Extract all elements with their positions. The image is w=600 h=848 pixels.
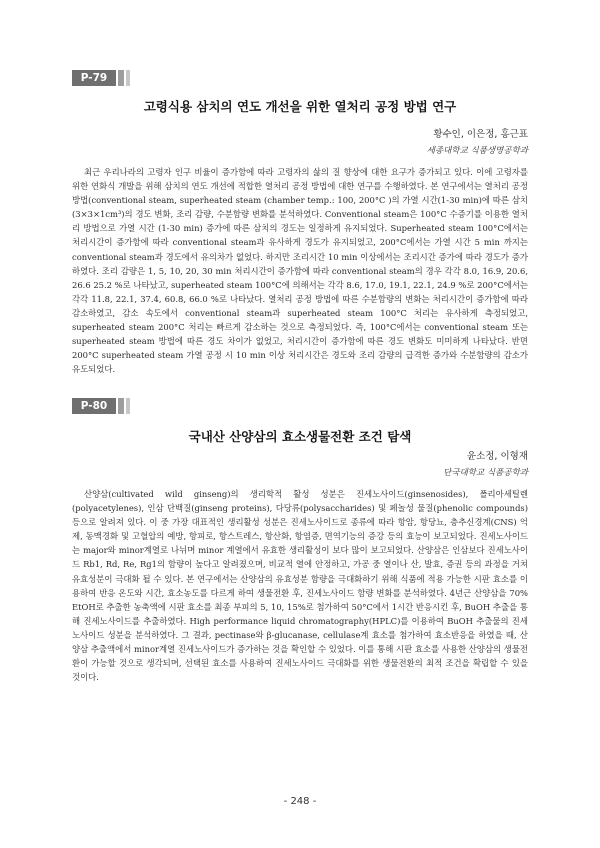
- abstract-title: 고령식용 삼치의 연도 개선을 위한 열처리 공정 방법 연구: [143, 99, 457, 114]
- tag-stripe: [126, 398, 130, 414]
- page-number: - 248 -: [283, 796, 317, 807]
- tag-stripe: [118, 70, 124, 86]
- affiliation: 단국대학교 식품공학과: [443, 468, 528, 478]
- poster-tag: P-79: [72, 70, 116, 86]
- poster-tag: P-80: [72, 398, 116, 414]
- authors: 윤소정, 이형재: [466, 451, 528, 462]
- tag-stripe: [118, 398, 124, 414]
- abstract-body: 산양삼(cultivated wild ginseng)의 생리학적 활성 성분은 진세노사이드(ginsenosides), 폴리아세틸렌(polyacetylenes), 인삼 단백질(ginseng proteins), 다당류(polysaccharides) 및 페놀성 물질(phenolic compounds) 등으로 알려져 있다. 이 중 가장 대표적인 생리활성 성분은 진세노사이드로 종류에 따라 항암, 항당뇨, 층추신경계(CNS) 억제, 동맥경화 및 고혈압의 예방, 항피로, 항스트레스, 항산화, 항염증, 면역기능의 증강 등의 효능이 보고되었다. 진세노사이드는 major와 minor계열로 나뉘며 minor 계열에서 유효한 생리활성이 보다 많이 보고되었다. 산양삼은 인삼보다 진세노사이드 Rb1, Rd, Re, Rg1의 함량이 높다고 알려졌으며, 비교적 열에 안정하고, 가공 중 열이나 산, 발효, 증권 등의 과정을 거쳐 유효성분이 극대화 될 수 있다. 본 연구에서는 산양삼의 유효성분 함량을 극대화하기 위해 식품에 적용 가능한 시판 효소를 이용하여 반응 온도와 시간, 효소농도를 다르게 하여 생물전환 후, 진세노사이드 함량 변화를 분석하였다. 4년근 산양삼을 70% EtOH로 추출한 농축액에 시판 효소를 최종 부피의 5, 10, 15%로 첨가하여 50°C에서 1시간 반응시킨 후, BuOH 추출을 통해 진세노사이드를 추출하였다. High performance liquid chromatography(HPLC)를 이용하여 BuOH 추출물의 진세노사이드 성분을 분석하였다. 그 결과, pectinase와 β-glucanase, cellulase계 효소를 첨가하여 효소반응을 하였을 때, 산양삼 추출액에서 minor계열 진세노사이드가 증가하는 것을 확인할 수 있었다. 이를 통해 시판 효소를 사용한 산양삼의 생물전환이 가능할 것으로 생각되며, 선택된 효소를 사용하여 진세노사이드 극대화를 위한 생물전환의 최적 조건을 확립할 수 있을 것이다.: [72, 489, 528, 683]
- tag-stripe: [126, 70, 130, 86]
- abstract-body: 최근 우리나라의 고령자 인구 비율이 증가함에 따라 고령자의 삶의 질 향상에 대한 요구가 증가되고 있다. 이에 고령자를 위한 연화식 개발을 위해 삼치의 연도 개선에 적합한 열처리 공정 방법에 대한 연구를 수행하였다. 본 연구에서는 열처리 공정 방법(conventional steam, superheated steam (chamber temp.: 100, 200°C )의 가열 시간(1-30 min)에 따른 삼치(3×3×1cm³)의 경도 변화, 조리 감량, 수분함량 변화를 분석하였다. Conventional steam은 100°C 수증기를 이용한 열처리 방법으로 가열 시간 (1-30 min) 증가에 따른 삼치의 경도는 일정하게 유지되었다. Superheated steam 100°C에서는 처리시간이 증가함에 따라 conventional steam과 유사하게 경도가 유지되었고, 200°C에서는 가열 시간 5 min 까지는 conventional steam과 경도에서 유의차가 없었다. 하지만 조리시간 10 min 이상에서는 조리시간 증가에 따라 경도가 증가하였다. 조리 감량은 1, 5, 10, 20, 30 min 처리시간이 증가함에 따라 conventional steam의 경우 각각 8.0, 16.9, 20.6, 26.6 25.2 %로 나타났고, superheated steam 100°C에 의해서는 각각 8.6, 17.0, 19.1, 22.1, 24.9 %로 200°C에서는 각각 11.8, 22.1, 37.4, 60.8, 66.0 %로 나타났다. 열처리 공정 방법에 따른 수분함량의 변화는 처리시간이 증가함에 따라 감소하였고, 감소 속도에서 conventional steam과 superheated steam 100°C 처리는 유사하게 측정되었고, superheated steam 200°C 처리는 빠르게 감소하는 것으로 측정되었다. 즉, 100°C에서는 conventional steam 또는 superheated steam 방법에 따른 경도 차이가 없었고, 처리시간이 증가함에 따른 경도 변화도 미미하게 나타났다. 반면 200°C superheated steam 가열 공정 시 10 min 이상 처리시간은 경도와 조리 감량의 급격한 증가와 수분함량의 감소가 유도되었다.: [72, 167, 528, 375]
- authors: 황수인, 이은정, 홍근표: [433, 129, 528, 140]
- affiliation: 세종대학교 식품생명공학과: [426, 146, 528, 156]
- abstract-title: 국내산 산양삼의 효소생물전환 조건 탐색: [188, 429, 412, 444]
